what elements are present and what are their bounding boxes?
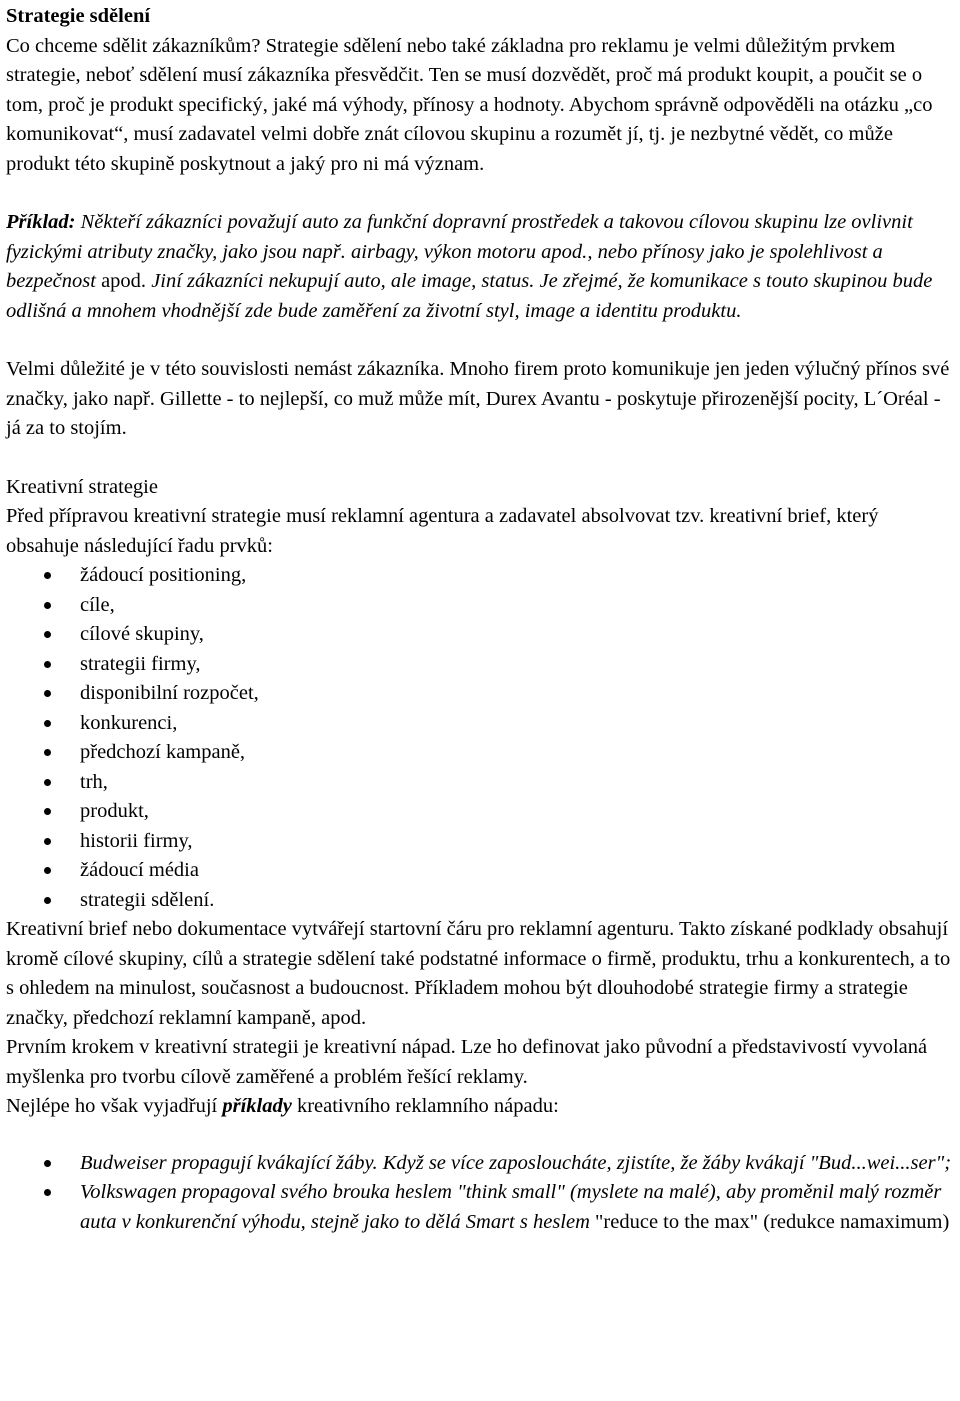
examples-list	[6, 1149, 954, 1238]
bullet-icon	[44, 661, 51, 668]
bullet-icon	[44, 838, 51, 845]
idea-paragraph: Prvním krokem v kreativní strategii je kreativní nápad. Lze ho definovat jako původní a představivostí vyvolaná myšlenka pro tvorbu cílově zaměřené a problém řešící reklamy.	[6, 1036, 928, 1088]
bullet-icon	[44, 1189, 51, 1196]
heading-kreativni-strategie: Kreativní strategie	[6, 475, 158, 498]
bullet-icon	[44, 572, 51, 579]
list-item: disponibilní rozpočet,	[6, 679, 954, 709]
example-text-5: Je zřejmé, že komunikace s touto skupinou bude odlišná a mnohem vhodnější zde bude zaměření za životní styl, image a identitu produktu.	[6, 270, 933, 322]
example-label: Příklad:	[6, 211, 76, 233]
list-item: produkt,	[6, 797, 954, 827]
example-paragraph	[6, 208, 954, 326]
brief-paragraph: Kreativní brief nebo dokumentace vytvářejí startovní čáru pro reklamní agenturu. Takto získané podklady obsahují kromě cílové skupiny, cílů a strategie sdělení také podstatné informace o firmě, produktu, trhu a konkurentech, a to s ohledem na minulost, současnost a budoucnost. Příkladem mohou být dlouhodobé strategie firmy a strategie značky, předchozí reklamní kampaně, apod.	[6, 918, 951, 1029]
bullet-icon	[44, 720, 51, 727]
bullet-icon	[44, 779, 51, 786]
list-item: trh,	[6, 768, 954, 798]
list-item: historii firmy,	[6, 827, 954, 857]
brief-items-list	[6, 561, 954, 915]
list-item: Budweiser propagují kvákající žáby. Když se více zaposloucháte, zjistíte, že žáby kvákají "Bud...wei...ser";	[6, 1149, 954, 1179]
list-item: strategii sdělení.	[6, 886, 954, 916]
list-item: Volkswagen propagoval svého brouka heslem "think small" (myslete na malé), aby proměnil malý rozměr auta v konkurenční výhodu, stejně jako to dělá Smart s heslem "reduce to the max" (redukce namaximum)	[6, 1178, 954, 1237]
list-item: cíle,	[6, 591, 954, 621]
list-item: cílové skupiny,	[6, 620, 954, 650]
bullet-icon	[44, 631, 51, 638]
bullet-icon	[44, 808, 51, 815]
bullet-icon	[44, 897, 51, 904]
creative-intro-paragraph: Před přípravou kreativní strategie musí reklamní agentura a zadavatel absolvovat tzv. kreativní brief, který obsahuje následující řadu prvků:	[6, 505, 879, 557]
bullet-icon	[44, 690, 51, 697]
important-paragraph: Velmi důležité je v této souvislosti nemást zákazníka. Mnoho firem proto komunikuje jen jeden výlučný přínos své značky, jako např. Gillette - to nejlepší, co muž může mít, Durex Avantu - poskytuje přirozenější pocity, L´Oréal -já za to stojím.	[6, 358, 950, 439]
heading-strategie-sdeleni: Strategie sdělení	[6, 5, 151, 27]
list-item: konkurenci,	[6, 709, 954, 739]
example-text-1: Někteří zákazníci považují auto za funkční dopravní prostředek a takovou cílovou skupinu lze ovlivnit fyzickými atributy značky, jako jsou např. airbagy, výkon motoru apod.	[6, 211, 913, 263]
intro-paragraph: Co chceme sdělit zákazníkům? Strategie sdělení nebo také základna pro reklamu je velmi důležitým prvkem strategie, neboť sdělení musí zákazníka přesvědčit. Ten se musí dozvědět, proč má produkt koupit, a poučit se o tom, proč je produkt specifický, jaké má výhody, přínosy a hodnoty. Abychom správně odpověděli na otázku „co komunikovat“, musí zadavatel velmi dobře znát cílovou skupinu a rozumět jí, tj. je nezbytné vědět, co může produkt této skupině poskytnout a jaký pro ni má význam.	[6, 34, 933, 175]
example-text-3: apod.	[95, 270, 147, 292]
list-item: žádoucí positioning,	[6, 561, 954, 591]
examples-intro-paragraph: Nejlépe ho však vyjadřují příklady kreativního reklamního nápadu:	[6, 1095, 559, 1117]
bullet-icon	[44, 1160, 51, 1167]
bullet-icon	[44, 602, 51, 609]
example-text-4: Jiní zákazníci nekupují auto, ale image, status.	[146, 270, 535, 292]
list-item: žádoucí média	[6, 856, 954, 886]
list-item: strategii firmy,	[6, 650, 954, 680]
list-item: předchozí kampaně,	[6, 738, 954, 768]
examples-emphasis: příklady	[222, 1095, 292, 1117]
bullet-icon	[44, 749, 51, 756]
bullet-icon	[44, 867, 51, 874]
example-text-2: , nebo přínosy jako je spolehlivost a bezpečnost	[6, 240, 883, 292]
